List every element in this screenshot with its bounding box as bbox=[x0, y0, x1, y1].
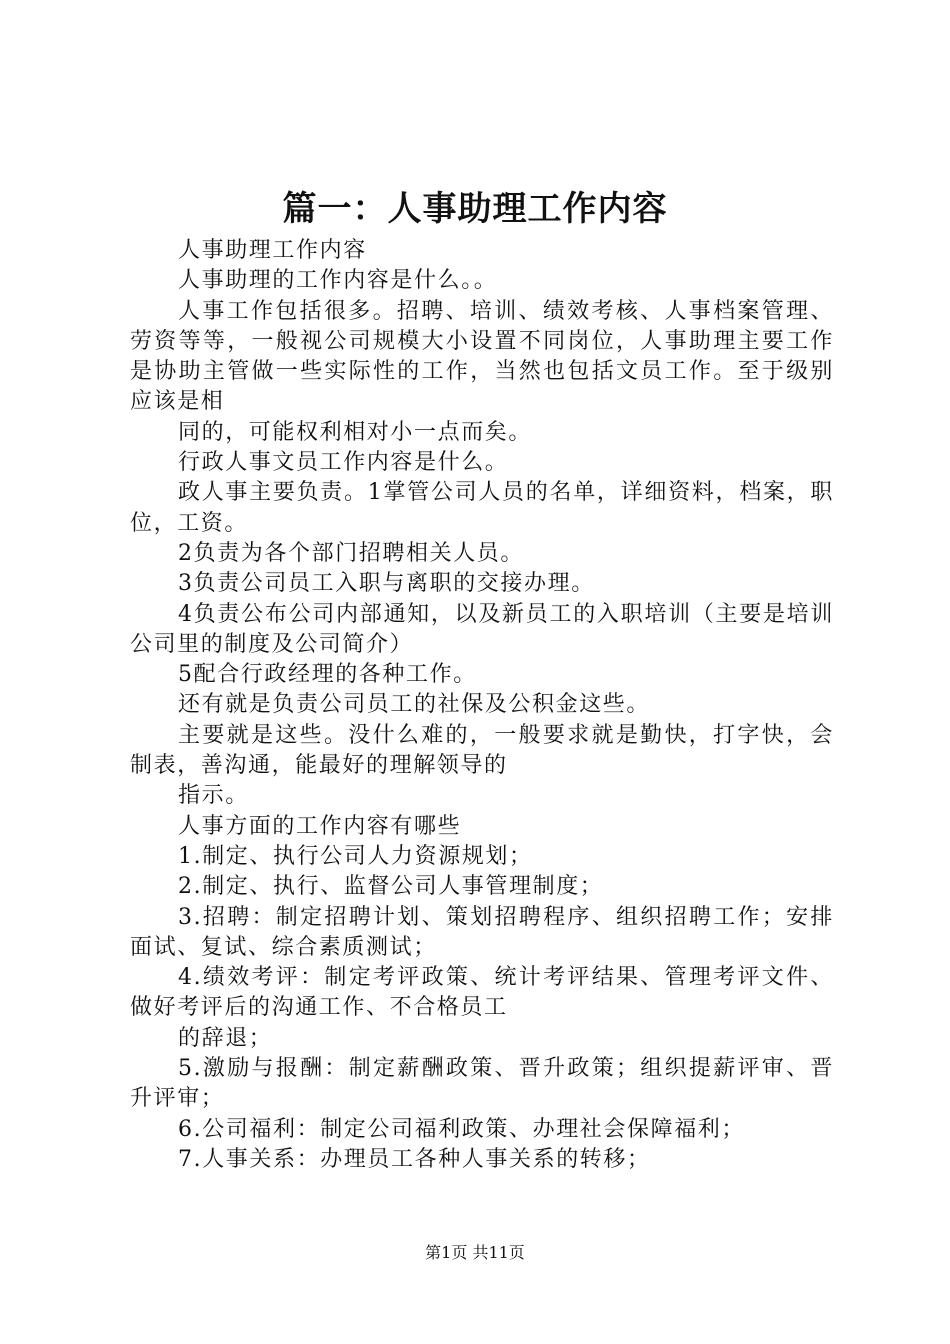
paragraph: 人事工作包括很多。招聘、培训、绩效考核、人事档案管理、劳资等等，一般视公司规模大小设置不同岗位，人事助理主要工作是协助主管做一些实际性的工作，当然也包括文员工作。至于级别应该是相 bbox=[130, 298, 834, 415]
paragraph: 3.招聘：制定招聘计划、策划招聘程序、组织招聘工作；安排面试、复试、综合素质测试； bbox=[130, 904, 834, 960]
paragraph: 人事助理工作内容 bbox=[178, 238, 367, 263]
paragraph: 1.制定、执行公司人力资源规划； bbox=[178, 843, 533, 869]
paragraph: 7.人事关系：办理员工各种人事关系的转移； bbox=[178, 1146, 651, 1172]
paragraph: 指示。 bbox=[178, 783, 249, 809]
paragraph: 行政人事文员工作内容是什么。 bbox=[178, 450, 509, 476]
document-body bbox=[130, 236, 834, 1175]
paragraph: 的辞退； bbox=[178, 1025, 273, 1051]
paragraph: 政人事主要负责。1掌管公司人员的名单，详细资料，档案，职位，工资。 bbox=[130, 480, 834, 536]
paragraph: 2负责为各个部门招聘相关人员。 bbox=[178, 540, 524, 566]
paragraph: 还有就是负责公司员工的社保及公积金这些。 bbox=[178, 692, 651, 718]
paragraph: 3负责公司员工入职与离职的交接办理。 bbox=[178, 571, 595, 597]
paragraph: 5配合行政经理的各种工作。 bbox=[178, 662, 477, 688]
paragraph: 人事助理的工作内容是什么。。 bbox=[178, 268, 498, 294]
page-indicator: 第1页 共11页 bbox=[425, 1243, 525, 1262]
document-title: 篇一：人事助理工作内容 bbox=[282, 189, 668, 229]
paragraph: 同的，可能权利相对小一点而矣。 bbox=[178, 419, 533, 445]
paragraph: 4负责公布公司内部通知，以及新员工的入职培训（主要是培训公司里的制度及公司简介） bbox=[130, 601, 834, 657]
paragraph: 人事方面的工作内容有哪些 bbox=[178, 813, 462, 839]
paragraph: 5.激励与报酬：制定薪酬政策、晋升政策；组织提薪评审、晋升评审； bbox=[130, 1056, 834, 1112]
paragraph: 2.制定、执行、监督公司人事管理制度； bbox=[178, 874, 604, 900]
paragraph: 主要就是这些。没什么难的，一般要求就是勤快，打字快，会制表，善沟通，能最好的理解领导的 bbox=[130, 722, 834, 779]
paragraph: 6.公司福利：制定公司福利政策、办理社会保障福利； bbox=[178, 1116, 745, 1142]
paragraph: 4.绩效考评：制定考评政策、统计考评结果、管理考评文件、做好考评后的沟通工作、不合格员工 bbox=[130, 965, 834, 1021]
